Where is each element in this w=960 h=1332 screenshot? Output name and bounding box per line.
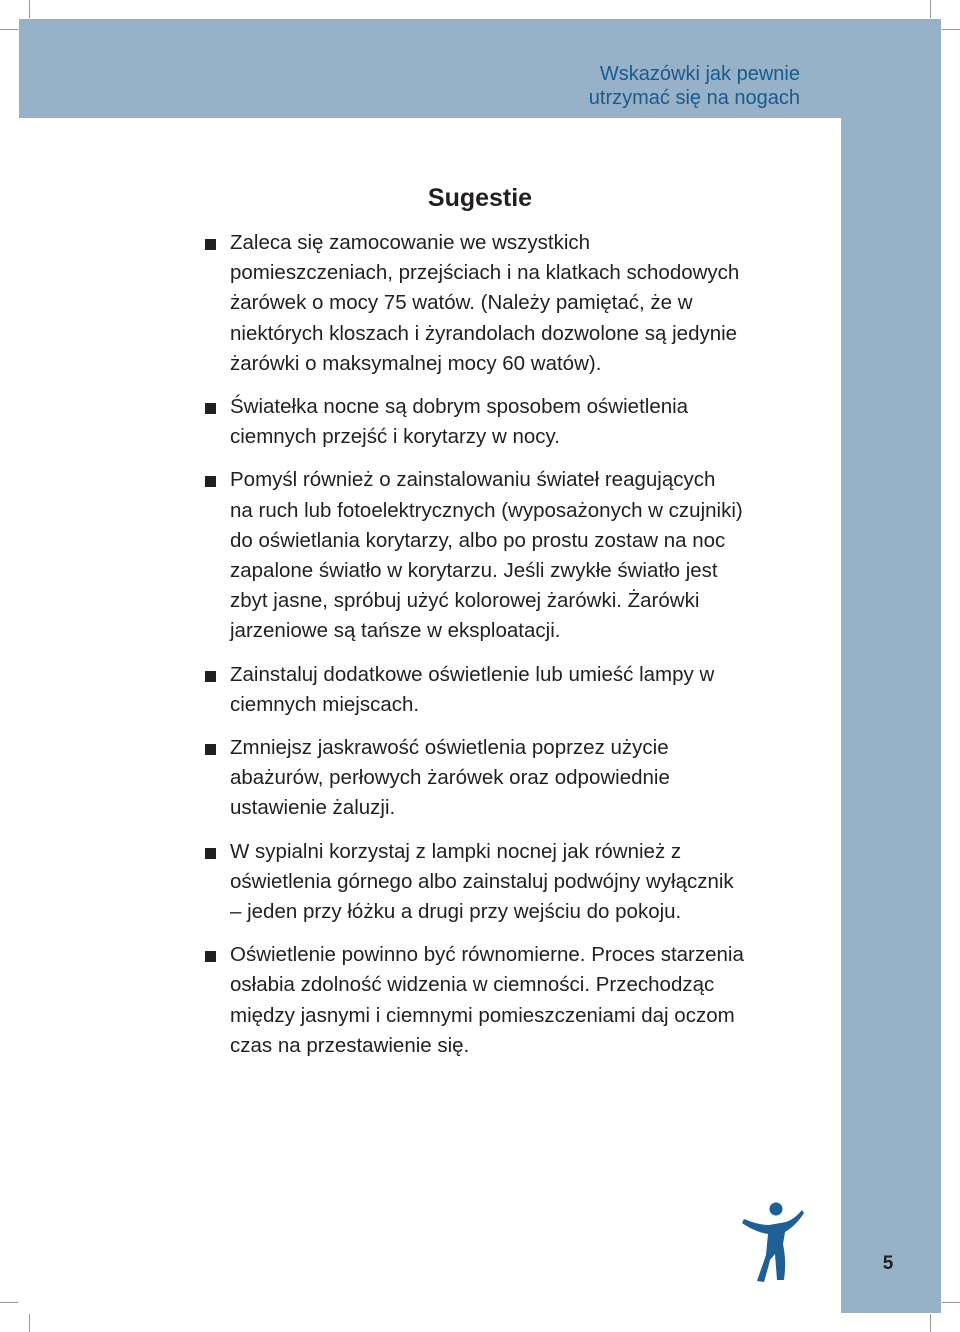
tip-line: – jeden przy łóżku a drugi przy wejściu do pokoju. xyxy=(230,900,682,924)
logo-head xyxy=(770,1203,783,1216)
crop-mark xyxy=(930,0,931,18)
tip-line: oświetlenia górnego albo zainstaluj podwójny wyłącznik xyxy=(230,869,734,893)
person-figure-icon xyxy=(742,1202,804,1284)
tip-line: ciemnych miejscach. xyxy=(230,692,420,716)
tip-line: na ruch lub fotoelektrycznych (wyposażonych w czujniki) xyxy=(230,498,743,522)
crop-mark xyxy=(29,1314,30,1332)
tip-item xyxy=(200,228,830,379)
tip-line: pomieszczeniach, przejściach i na klatkach schodowych xyxy=(230,261,740,285)
header-title-line: Wskazówki jak pewnie xyxy=(599,63,800,85)
tip-line: Zaleca się zamocowanie we wszystkich xyxy=(230,231,591,254)
tip-line: żarówki o maksymalnej mocy 60 watów). xyxy=(230,351,602,375)
tip-item xyxy=(200,940,830,1061)
crop-mark xyxy=(0,1302,18,1303)
tip-line: jarzeniowe są tańsze w eksploatacji. xyxy=(230,619,561,643)
tip-item xyxy=(200,660,830,720)
tip-line: między jasnymi i ciemnymi pomieszczeniami daj oczom xyxy=(230,1003,735,1027)
header-title xyxy=(589,62,800,110)
tip-line: do oświetlania korytarzy, albo po prostu zostaw na noc xyxy=(230,528,726,552)
tip-line: niektórych kloszach i żyrandolach dozwolone są jedynie xyxy=(230,321,738,345)
tip-item xyxy=(200,837,830,928)
crop-mark xyxy=(942,1302,960,1303)
tip-item xyxy=(200,465,830,646)
side-band xyxy=(841,118,941,1313)
tip-line: Oświetlenie powinno być równomierne. Proces starzenia xyxy=(230,943,744,967)
section-title: Sugestie xyxy=(427,184,533,212)
tip-line: ciemnych przejść i korytarzy w nocy. xyxy=(230,425,560,449)
tip-line: czas na przestawienie się. xyxy=(230,1033,470,1057)
tip-item xyxy=(200,392,830,452)
tip-line: zapalone światło w korytarzu. Jeśli zwykłe światło jest xyxy=(230,559,718,583)
crop-mark xyxy=(930,1314,931,1332)
tip-line: osłabia zdolność widzenia w ciemności. Przechodząc xyxy=(230,973,715,997)
tip-line: Zmniejsz jaskrawość oświetlenia poprzez użycie xyxy=(230,736,669,760)
tip-line: Pomyśl również o zainstalowaniu świateł reagujących xyxy=(230,468,716,492)
crop-mark xyxy=(942,29,960,30)
tip-line: Zainstaluj dodatkowe oświetlenie lub umieść lampy w xyxy=(230,662,715,686)
tip-line: abażurów, perłowych żarówek oraz odpowiednie xyxy=(230,766,670,790)
tip-line: W sypialni korzystaj z lampki nocnej jak również z xyxy=(230,839,682,863)
crop-mark xyxy=(29,0,30,18)
header-band xyxy=(19,19,941,118)
tip-line: ustawienie żaluzji. xyxy=(230,796,396,820)
crop-mark xyxy=(0,29,18,30)
tip-line: zbyt jasne, spróbuj użyć kolorowej żarówki. Żarówki xyxy=(230,589,700,613)
logo-body xyxy=(742,1210,804,1282)
tip-line: żarówek o mocy 75 watów. (Należy pamiętać, że w xyxy=(230,291,693,315)
tips-list xyxy=(200,228,830,1074)
header-title-line: utrzymać się na nogach xyxy=(588,87,800,109)
page-number: 5 xyxy=(882,1253,894,1274)
tip-line: Światełka nocne są dobrym sposobem oświetlenia xyxy=(230,395,689,419)
tip-item xyxy=(200,733,830,824)
